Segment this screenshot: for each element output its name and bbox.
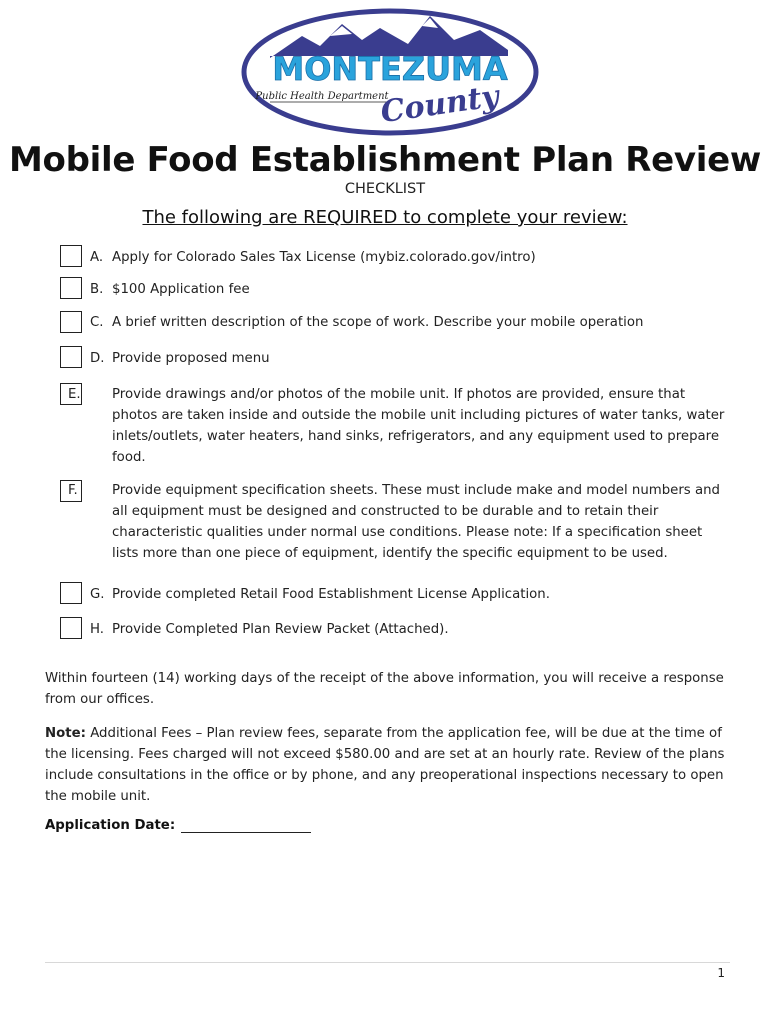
- footer-divider: [45, 962, 730, 963]
- checkbox-h[interactable]: [60, 617, 82, 639]
- item-text: Provide equipment specification sheets. These must include make and model numbers and all equipment must be designed and constructed to be durable and to retain their characteristic qualities under normal use conditions. Please note: If a specification sheet lists more than one piece of equipment, identify the specific equipment to be used.: [112, 483, 720, 561]
- page-number: 1: [717, 966, 725, 980]
- response-paragraph: Within fourteen (14) working days of the receipt of the above information, you will receive a response from our offices.: [45, 671, 724, 707]
- montezuma-county-logo: [240, 6, 540, 136]
- checkbox-g[interactable]: [60, 582, 82, 604]
- item-letter: B.: [90, 282, 104, 297]
- application-date: [45, 818, 311, 833]
- item-text: Apply for Colorado Sales Tax License (mybiz.colorado.gov/intro): [112, 250, 536, 265]
- item-letter: H.: [90, 622, 104, 637]
- item-letter: G.: [90, 587, 105, 602]
- logo-name: MONTEZUMA: [272, 50, 508, 88]
- item-text: Provide drawings and/or photos of the mobile unit. If photos are provided, ensure that photos are taken inside and outside the mobile unit including pictures of water tanks, water inlets/outlets, water heaters, hand sinks, refrigerators, and any equipment used to prepare food.: [112, 387, 725, 465]
- item-letter: D.: [90, 351, 105, 366]
- logo-department: Public Health Department: [255, 91, 389, 102]
- note-text: Additional Fees – Plan review fees, separate from the application fee, will be due at the time of the licensing. Fees charged will not exceed $580.00 and are set at an hourly rate. Review of the plans include consultations in the office or by phone, and any preoperational inspections necessary to open the mobile unit.: [45, 726, 725, 804]
- item-text: Provide Completed Plan Review Packet (Attached).: [112, 622, 449, 637]
- item-text: Provide proposed menu: [112, 351, 270, 366]
- checkbox-b[interactable]: [60, 277, 82, 299]
- item-letter: C.: [90, 315, 104, 330]
- note-label: Note:: [45, 726, 86, 741]
- application-date-field[interactable]: [181, 818, 311, 833]
- item-text: $100 Application fee: [112, 282, 250, 297]
- application-date-label: Application Date:: [45, 818, 176, 833]
- item-text: A brief written description of the scope of work. Describe your mobile operation: [112, 315, 644, 330]
- item-letter: F.: [68, 483, 78, 498]
- required-heading: The following are REQUIRED to complete your review:: [142, 207, 628, 228]
- checkbox-c[interactable]: [60, 311, 82, 333]
- item-letter: E.: [68, 387, 81, 402]
- checkbox-d[interactable]: [60, 346, 82, 368]
- note-paragraph: [45, 723, 730, 807]
- item-text: Provide completed Retail Food Establishment License Application.: [112, 587, 550, 602]
- checkbox-a[interactable]: [60, 245, 82, 267]
- logo-county: County: [378, 78, 502, 131]
- item-letter: A.: [90, 250, 104, 265]
- page-title: Mobile Food Establishment Plan Review: [9, 140, 761, 180]
- checklist-subtitle: CHECKLIST: [344, 181, 426, 197]
